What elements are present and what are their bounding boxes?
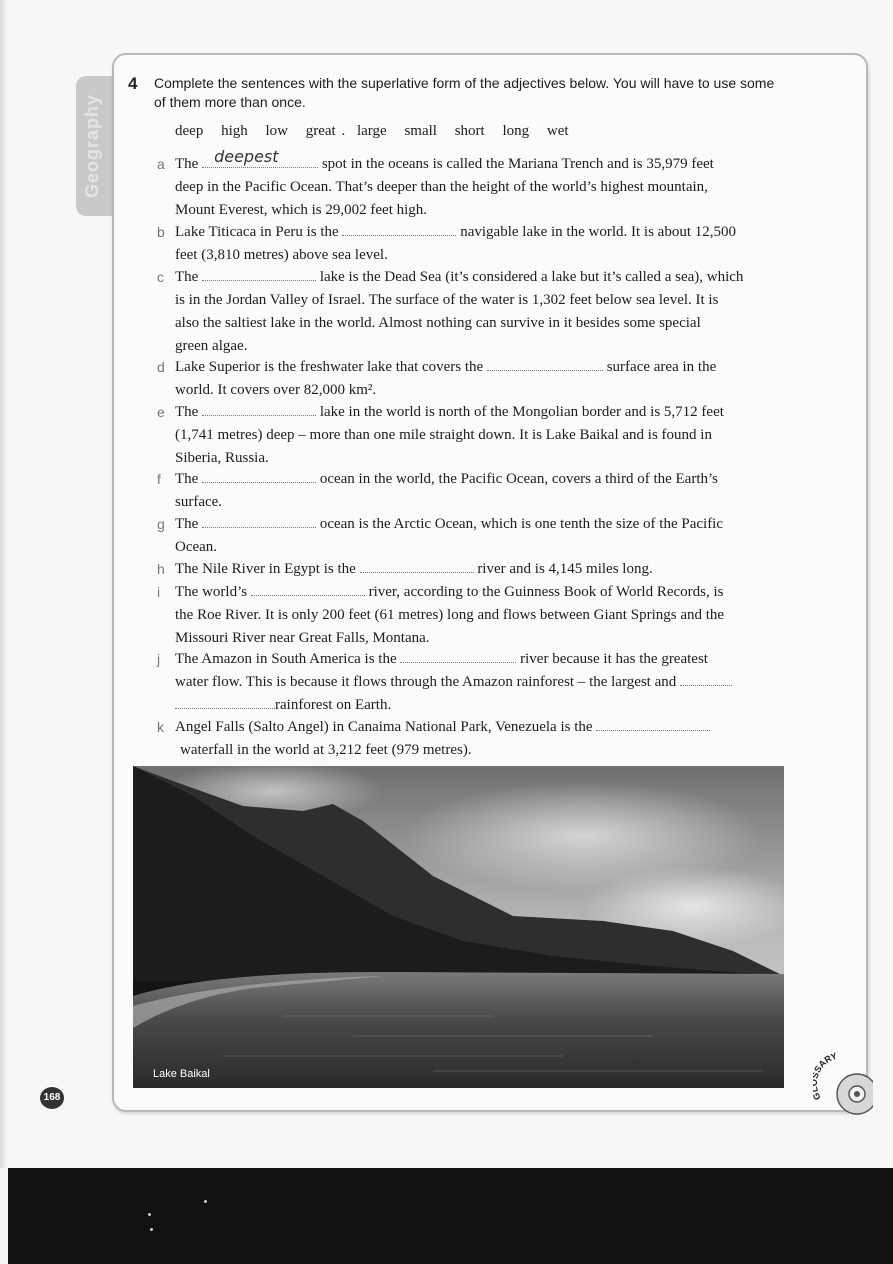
question-letter: d: [157, 359, 165, 375]
handwritten-answer: deepest: [214, 147, 279, 166]
question-letter: h: [157, 561, 165, 577]
question-text: water flow. This is because it flows through the Amazon rainforest – the largest and: [175, 674, 677, 690]
question-text: navigable lake in the world. It is about 12,500: [460, 224, 736, 240]
exercise-instruction: Complete the sentences with the superlative form of the adjectives below. You will have to use some of them more than once.: [154, 75, 775, 110]
question-text: Lake Superior is the freshwater lake that covers the: [175, 359, 484, 375]
question-text: The: [175, 156, 199, 172]
answer-blank[interactable]: [202, 147, 318, 168]
scan-speck: [204, 1200, 207, 1203]
question-text: river, according to the Guinness Book of World Records, is: [368, 584, 724, 600]
question-text: Siberia, Russia.: [175, 450, 269, 466]
scan-bottom-shadow: [0, 1168, 893, 1264]
glossary-link[interactable]: [813, 1048, 873, 1120]
word-bank-item: small: [404, 123, 437, 139]
word-bank-item: deep: [175, 123, 204, 139]
answer-blank[interactable]: [202, 513, 316, 528]
question-text: the Roe River. It is only 200 feet (61 metres) long and flows between Giant Springs and the: [175, 607, 725, 623]
scan-speck: [150, 1228, 153, 1231]
question-text: The world’s: [175, 584, 248, 600]
question-text: ocean is the Arctic Ocean, which is one tenth the size of the Pacific: [319, 516, 724, 532]
question-text: The Amazon in South America is the: [175, 651, 397, 667]
question-letter: b: [157, 224, 165, 240]
question-text: The Nile River in Egypt is the: [175, 561, 356, 577]
scan-bottom-edge: [0, 1168, 8, 1264]
answer-blank[interactable]: [487, 356, 603, 371]
question-letter: c: [157, 269, 164, 285]
question-text: The: [175, 269, 199, 285]
svg-text:GLOSSARY: [813, 1051, 838, 1102]
question-text: rainforest on Earth.: [275, 697, 392, 713]
section-tab-label: Geography: [82, 93, 102, 199]
word-bank-item: high: [221, 123, 248, 139]
landscape-illustration: [133, 766, 784, 1088]
question-text: Mount Everest, which is 29,002 feet high.: [175, 202, 428, 218]
word-bank: [175, 123, 581, 140]
answer-blank[interactable]: [202, 401, 316, 416]
question-letter: g: [157, 516, 165, 532]
word-bank-item: long: [502, 123, 530, 139]
question-text: Angel Falls (Salto Angel) in Canaima National Park, Venezuela is the: [175, 719, 593, 735]
question-text: surface area in the: [606, 359, 717, 375]
glossary-label: SARY: [813, 1050, 839, 1075]
question-text: Lake Titicaca in Peru is the: [175, 224, 339, 240]
question-text: river and is 4,145 miles long.: [477, 561, 653, 577]
answer-blank[interactable]: [596, 716, 710, 731]
page-edge-shadow: [0, 0, 8, 1168]
question-text: lake is the Dead Sea (it’s considered a lake but it’s called a sea), which: [319, 269, 744, 285]
question-text: lake in the world is north of the Mongolian border and is 5,712 feet: [319, 404, 724, 420]
question-letter: a: [157, 156, 165, 172]
question-letter: e: [157, 404, 165, 420]
question-text: river because it has the greatest: [520, 651, 708, 667]
question-text: The: [175, 471, 199, 487]
answer-blank[interactable]: [400, 648, 516, 663]
answer-blank[interactable]: [342, 221, 456, 236]
question-text: green algae.: [175, 338, 248, 354]
question-text: Missouri River near Great Falls, Montana.: [175, 630, 430, 646]
page-number: 168: [40, 1087, 64, 1109]
answer-blank[interactable]: [680, 671, 732, 686]
cd-icon: [813, 1048, 873, 1120]
question-letter: i: [157, 584, 161, 600]
answer-blank[interactable]: [202, 468, 316, 483]
question-text: Ocean.: [175, 539, 218, 555]
lake-baikal-photo: [133, 766, 784, 1088]
exercise-number: 4: [128, 74, 138, 93]
question-text: waterfall in the world at 3,212 feet (979 metres).: [180, 742, 472, 758]
answer-blank[interactable]: [360, 558, 474, 573]
word-bank-item: large: [356, 123, 387, 139]
question-letter: k: [157, 719, 164, 735]
question-text: deep in the Pacific Ocean. That’s deeper than the height of the world’s highest mountain,: [175, 179, 708, 195]
question-text: (1,741 metres) deep – more than one mile straight down. It is Lake Baikal and is found in: [175, 427, 712, 443]
question-letter: j: [157, 651, 161, 667]
question-text: The: [175, 516, 199, 532]
question-text: also the saltiest lake in the world. Almost nothing can survive in it besides some special: [175, 315, 701, 331]
question-text: ocean in the world, the Pacific Ocean, covers a third of the Earth’s: [319, 471, 719, 487]
question-text: spot in the oceans is called the Mariana Trench and is 35,979 feet: [321, 156, 714, 172]
question-text: feet (3,810 metres) above sea level.: [175, 247, 388, 263]
photo-caption: Lake Baikal: [153, 1068, 210, 1080]
word-bank-item: great .: [305, 123, 346, 139]
answer-blank[interactable]: [251, 581, 365, 596]
question-letter: f: [157, 471, 161, 487]
word-bank-item: low: [265, 123, 288, 139]
question-text: surface.: [175, 494, 223, 510]
scan-speck: [148, 1213, 151, 1216]
question-text: The: [175, 404, 199, 420]
answer-blank[interactable]: [202, 266, 316, 281]
word-bank-item: wet: [546, 123, 569, 139]
question-text: is in the Jordan Valley of Israel. The surface of the water is 1,302 feet below sea level. It is: [175, 292, 719, 308]
question-text: world. It covers over 82,000 km².: [175, 382, 377, 398]
word-bank-item: short: [454, 123, 485, 139]
answer-blank[interactable]: [175, 694, 275, 709]
